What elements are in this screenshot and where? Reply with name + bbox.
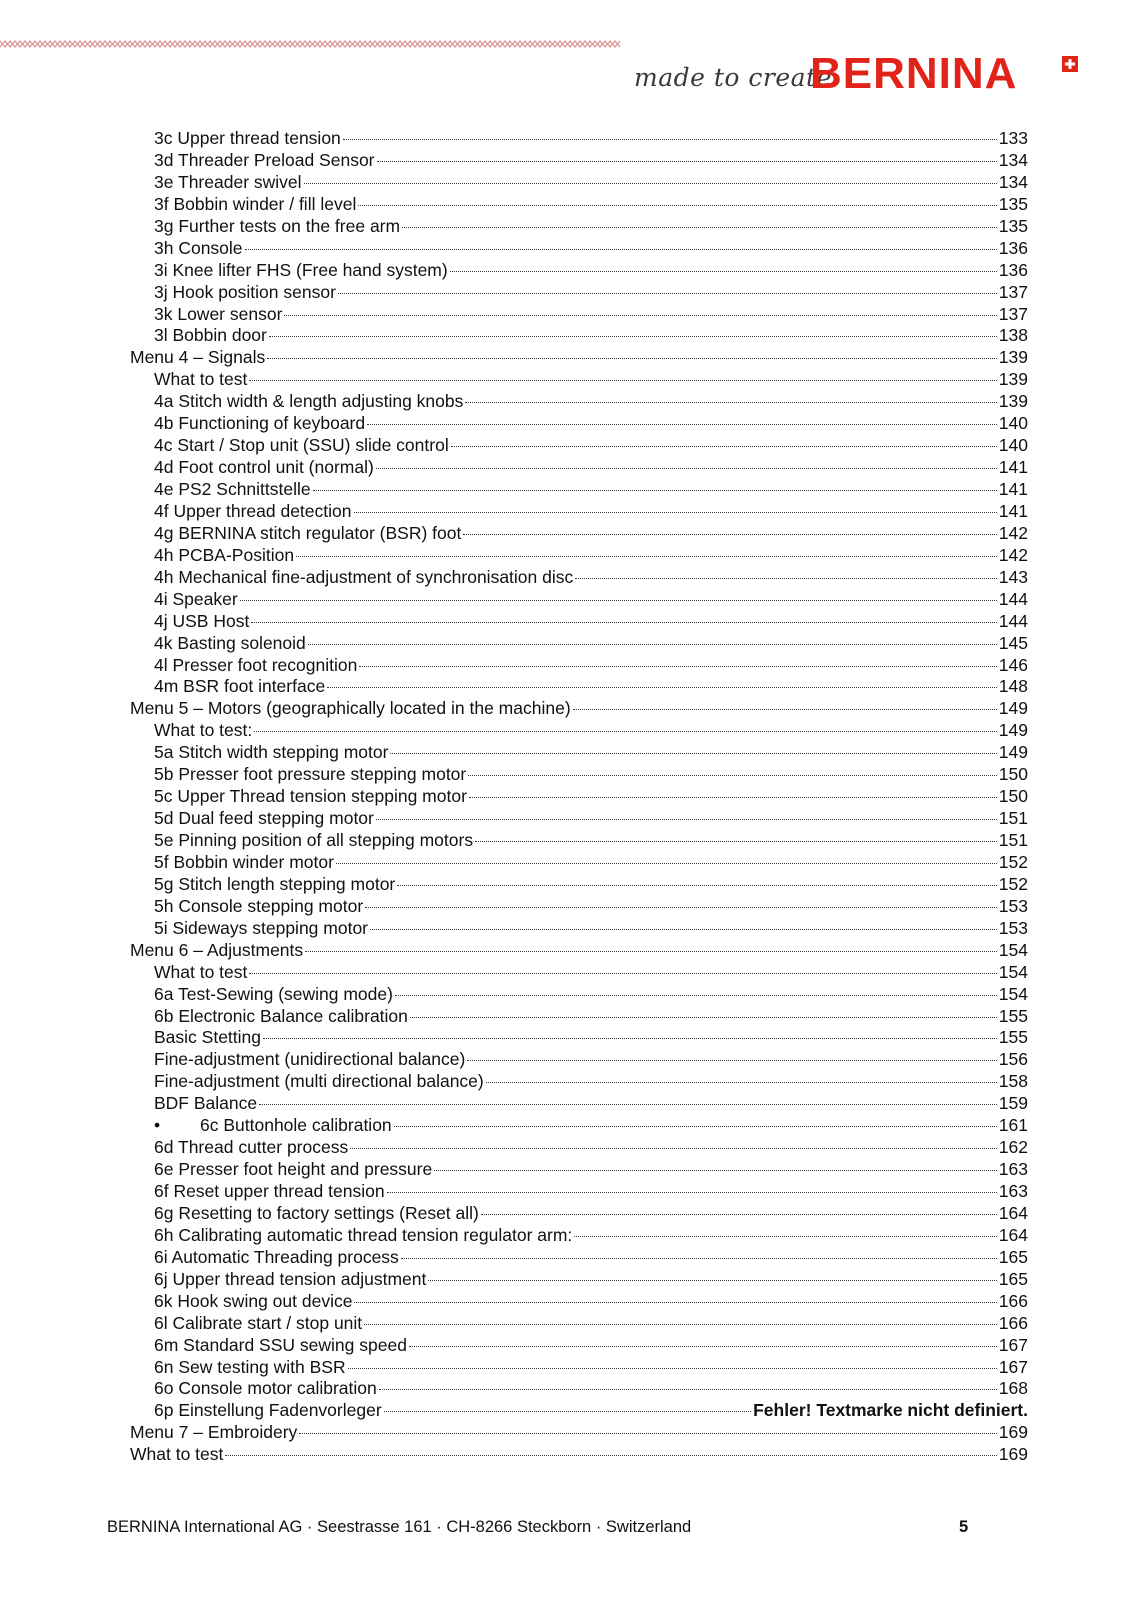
- toc-entry-title: 4k Basting solenoid: [154, 632, 306, 653]
- toc-entry-page: 135: [998, 215, 1028, 236]
- toc-entry-page: 151: [998, 808, 1028, 829]
- toc-entry[interactable]: [130, 1357, 1028, 1379]
- toc-entry-title: 3d Threader Preload Sensor: [154, 149, 375, 170]
- toc-entry-title: 4f Upper thread detection: [154, 500, 352, 521]
- toc-entry[interactable]: [130, 282, 1028, 304]
- toc-entry-title: 3f Bobbin winder / fill level: [154, 193, 357, 214]
- toc-entry-page: 152: [998, 873, 1028, 894]
- dot-leader: [348, 1368, 997, 1369]
- toc-entry-page: 140: [998, 435, 1028, 456]
- toc-entry[interactable]: [130, 1049, 1028, 1071]
- toc-entry-page: 162: [998, 1137, 1028, 1158]
- toc-entry-page: 167: [998, 1356, 1028, 1377]
- toc-entry-page: 149: [998, 742, 1028, 763]
- toc-entry[interactable]: [130, 589, 1028, 611]
- toc-entry-page: 150: [998, 786, 1028, 807]
- toc-entry-page: 136: [998, 259, 1028, 280]
- toc-entry-title: 3h Console: [154, 237, 243, 258]
- dot-leader: [402, 227, 997, 228]
- toc-entry[interactable]: [130, 676, 1028, 698]
- toc-entry-page: 165: [998, 1246, 1028, 1267]
- dot-leader: [263, 1038, 997, 1039]
- dot-leader: [467, 1060, 997, 1061]
- dot-leader: [304, 183, 997, 184]
- toc-entry-title: 3l Bobbin door: [154, 325, 267, 346]
- dot-leader: [394, 1126, 997, 1127]
- toc-entry-title: Menu 4 – Signals: [130, 347, 266, 368]
- toc-entry-page: 153: [998, 917, 1028, 938]
- dot-leader: [249, 380, 996, 381]
- toc-entry[interactable]: [130, 1225, 1028, 1247]
- toc-entry-page: 139: [998, 391, 1028, 412]
- dot-leader: [284, 315, 996, 316]
- brand-tagline: made to create: [634, 63, 832, 92]
- toc-entry-title: Basic Stetting: [154, 1027, 261, 1048]
- dot-leader: [364, 1324, 997, 1325]
- dot-leader: [245, 249, 997, 250]
- toc-entry[interactable]: [130, 216, 1028, 238]
- toc-entry-page: 159: [998, 1093, 1028, 1114]
- toc-entry[interactable]: [130, 698, 1028, 720]
- toc-entry-page: 139: [998, 347, 1028, 368]
- toc-entry-title: 3i Knee lifter FHS (Free hand system): [154, 259, 448, 280]
- toc-entry-page: 145: [998, 632, 1028, 653]
- toc-entry-page: 163: [998, 1159, 1028, 1180]
- toc-entry[interactable]: [130, 742, 1028, 764]
- dot-leader: [428, 1280, 996, 1281]
- dot-leader: [296, 556, 997, 557]
- dot-leader: [573, 709, 997, 710]
- toc-entry-page: 154: [998, 983, 1028, 1004]
- toc-entry-page: 139: [998, 369, 1028, 390]
- toc-entry[interactable]: [130, 786, 1028, 808]
- toc-entry-page: 149: [998, 698, 1028, 719]
- toc-entry[interactable]: [130, 413, 1028, 435]
- dot-leader: [376, 468, 997, 469]
- dot-leader: [254, 731, 997, 732]
- toc-entry-page: 142: [998, 544, 1028, 565]
- toc-entry[interactable]: [130, 1422, 1028, 1444]
- toc-entry-title: 3g Further tests on the free arm: [154, 215, 401, 236]
- toc-entry[interactable]: [130, 1159, 1028, 1181]
- toc-entry-title: 6d Thread cutter process: [154, 1137, 349, 1158]
- toc-entry-title: Fine-adjustment (unidirectional balance): [154, 1049, 466, 1070]
- dot-leader: [327, 687, 997, 688]
- toc-entry-page: 141: [998, 500, 1028, 521]
- toc-entry[interactable]: [130, 1400, 1028, 1422]
- toc-entry-page: 144: [998, 588, 1028, 609]
- dot-leader: [251, 622, 996, 623]
- dot-leader: [450, 271, 997, 272]
- toc-entry[interactable]: [130, 655, 1028, 677]
- toc-entry[interactable]: [130, 1071, 1028, 1093]
- toc-entry-page: 134: [998, 149, 1028, 170]
- toc-entry-title: 5f Bobbin winder motor: [154, 851, 334, 872]
- toc-entry[interactable]: [130, 918, 1028, 940]
- toc-entry[interactable]: [130, 633, 1028, 655]
- toc-entry[interactable]: [130, 194, 1028, 216]
- dot-leader: [401, 1258, 997, 1259]
- toc-entry-title: 6e Presser foot height and pressure: [154, 1159, 433, 1180]
- toc-entry-page: 166: [998, 1290, 1028, 1311]
- toc-entry-page: 155: [998, 1027, 1028, 1048]
- toc-entry-page: 140: [998, 413, 1028, 434]
- dot-leader: [575, 578, 997, 579]
- toc-entry-title: 5h Console stepping motor: [154, 895, 364, 916]
- toc-entry[interactable]: [130, 808, 1028, 830]
- toc-entry-title: 5g Stitch length stepping motor: [154, 873, 396, 894]
- toc-entry[interactable]: [130, 347, 1028, 369]
- dot-leader: [481, 1214, 997, 1215]
- toc-entry[interactable]: [130, 1181, 1028, 1203]
- toc-entry[interactable]: [130, 1006, 1028, 1028]
- toc-entry[interactable]: [130, 567, 1028, 589]
- toc-entry-page: 164: [998, 1224, 1028, 1245]
- dot-leader: [358, 205, 996, 206]
- toc-entry-page: 138: [998, 325, 1028, 346]
- toc-entry-title: Fine-adjustment (multi directional balance): [154, 1071, 484, 1092]
- toc-entry-page: 165: [998, 1268, 1028, 1289]
- toc-entry[interactable]: [130, 1115, 1028, 1137]
- toc-entry[interactable]: [130, 1027, 1028, 1049]
- toc-entry[interactable]: [130, 962, 1028, 984]
- dot-leader: [469, 797, 997, 798]
- toc-entry[interactable]: [130, 874, 1028, 896]
- dot-leader: [267, 358, 997, 359]
- toc-entry[interactable]: [130, 1137, 1028, 1159]
- toc-entry-page: 161: [998, 1115, 1028, 1136]
- toc-entry-title: 3j Hook position sensor: [154, 281, 336, 302]
- dot-leader: [343, 139, 997, 140]
- toc-entry-title: What to test: [130, 1444, 224, 1465]
- toc-entry[interactable]: [130, 150, 1028, 172]
- dot-leader: [336, 863, 997, 864]
- toc-entry[interactable]: [130, 1444, 1028, 1466]
- toc-entry-page: 151: [998, 830, 1028, 850]
- toc-entry-page: 137: [998, 281, 1028, 302]
- toc-entry[interactable]: [130, 325, 1028, 347]
- toc-entry-title: Menu 5 – Motors (geographically located in the machine): [130, 698, 571, 719]
- toc-entry-title: 4h PCBA-Position: [154, 544, 295, 565]
- toc-entry-title: 4e PS2 Schnittstelle: [154, 479, 311, 499]
- toc-entry-page: 154: [998, 961, 1028, 982]
- table-of-contents: [130, 128, 1028, 1466]
- toc-entry-page: Fehler! Textmarke nicht definiert.: [753, 1400, 1028, 1421]
- toc-entry[interactable]: [130, 545, 1028, 567]
- dot-leader: [376, 819, 997, 820]
- toc-entry-page: 154: [998, 939, 1028, 960]
- dot-leader: [409, 1346, 997, 1347]
- toc-entry-title: What to test:: [154, 720, 253, 741]
- toc-entry-title: 6b Electronic Balance calibration: [154, 1005, 408, 1026]
- zigzag-border-decoration: [0, 38, 622, 52]
- toc-entry-page: 155: [998, 1005, 1028, 1026]
- dot-leader: [313, 490, 997, 491]
- toc-entry-title: 5e Pinning position of all stepping motors: [154, 830, 474, 850]
- dot-leader: [475, 841, 997, 842]
- toc-entry-page: 142: [998, 522, 1028, 543]
- dot-leader: [269, 336, 997, 337]
- toc-entry-page: 168: [998, 1378, 1028, 1399]
- page-header: [0, 0, 1132, 110]
- toc-entry-title: Menu 6 – Adjustments: [130, 939, 304, 960]
- toc-entry-page: 169: [998, 1444, 1028, 1465]
- toc-entry-title: 4i Speaker: [154, 588, 238, 609]
- dot-leader: [359, 666, 996, 667]
- toc-entry-title: 5c Upper Thread tension stepping motor: [154, 786, 467, 807]
- toc-entry-title: 6c Buttonhole calibration: [200, 1115, 392, 1136]
- toc-entry[interactable]: [130, 479, 1028, 501]
- toc-entry[interactable]: [130, 1269, 1028, 1291]
- toc-entry-page: 150: [998, 764, 1028, 785]
- swiss-cross-icon: [1062, 56, 1078, 72]
- toc-entry-page: 169: [998, 1422, 1028, 1443]
- dot-leader: [397, 885, 997, 886]
- toc-entry-title: 6p Einstellung Fadenvorleger: [154, 1400, 382, 1421]
- dot-leader: [365, 907, 997, 908]
- dot-leader: [387, 1192, 997, 1193]
- toc-entry-page: 158: [998, 1071, 1028, 1092]
- toc-entry-title: 3k Lower sensor: [154, 303, 283, 324]
- dot-leader: [434, 1170, 997, 1171]
- toc-entry-title: 4m BSR foot interface: [154, 676, 326, 697]
- toc-entry-title: 6h Calibrating automatic thread tension regulator arm:: [154, 1224, 573, 1245]
- toc-entry[interactable]: [130, 260, 1028, 282]
- toc-entry-title: 4a Stitch width & length adjusting knobs: [154, 391, 464, 412]
- toc-entry[interactable]: [130, 128, 1028, 150]
- dot-leader: [410, 1017, 997, 1018]
- toc-entry[interactable]: [130, 940, 1028, 962]
- toc-entry-page: 163: [998, 1181, 1028, 1201]
- dot-leader: [468, 775, 997, 776]
- toc-entry-title: 6k Hook swing out device: [154, 1290, 353, 1311]
- toc-entry-title: 4c Start / Stop unit (SSU) slide control: [154, 435, 449, 456]
- toc-entry-page: 167: [998, 1334, 1028, 1355]
- toc-entry-page: 152: [998, 851, 1028, 872]
- toc-entry-title: 4d Foot control unit (normal): [154, 457, 374, 478]
- dot-leader: [390, 753, 996, 754]
- toc-entry-title: 6n Sew testing with BSR: [154, 1356, 346, 1377]
- dot-leader: [384, 1411, 751, 1412]
- toc-entry-title: 4b Functioning of keyboard: [154, 413, 366, 434]
- toc-entry-title: 6f Reset upper thread tension: [154, 1181, 385, 1201]
- toc-entry-page: 153: [998, 895, 1028, 916]
- toc-entry-page: 156: [998, 1049, 1028, 1070]
- dot-leader: [259, 1104, 997, 1105]
- dot-leader: [338, 293, 997, 294]
- toc-entry-page: 135: [998, 193, 1028, 214]
- dot-leader: [367, 424, 997, 425]
- dot-leader: [377, 161, 997, 162]
- toc-entry-page: 133: [998, 128, 1028, 148]
- footer-address: BERNINA International AG · Seestrasse 161 · CH-8266 Steckborn · Switzerland: [107, 1518, 692, 1536]
- toc-entry[interactable]: [130, 1335, 1028, 1357]
- toc-entry-page: 141: [998, 457, 1028, 478]
- toc-entry[interactable]: [130, 720, 1028, 742]
- toc-entry-title: 6a Test-Sewing (sewing mode): [154, 983, 393, 1004]
- toc-entry-title: Menu 7 – Embroidery: [130, 1422, 298, 1443]
- toc-entry-title: 4l Presser foot recognition: [154, 654, 358, 675]
- toc-entry-title: 5a Stitch width stepping motor: [154, 742, 389, 763]
- toc-entry[interactable]: [130, 172, 1028, 194]
- dot-leader: [305, 951, 997, 952]
- dot-leader: [240, 600, 997, 601]
- toc-entry[interactable]: [130, 896, 1028, 918]
- toc-entry-title: 6j Upper thread tension adjustment: [154, 1268, 427, 1289]
- toc-entry-title: 6i Automatic Threading process: [154, 1246, 399, 1267]
- toc-entry[interactable]: [130, 369, 1028, 391]
- toc-entry[interactable]: [130, 501, 1028, 523]
- toc-entry[interactable]: [130, 304, 1028, 326]
- toc-entry-title: 5i Sideways stepping motor: [154, 917, 368, 938]
- toc-entry-page: 143: [998, 566, 1028, 587]
- toc-entry-page: 141: [998, 479, 1028, 499]
- toc-entry[interactable]: [130, 238, 1028, 260]
- dot-leader: [379, 1389, 997, 1390]
- toc-entry[interactable]: [130, 830, 1028, 852]
- page-number: 5: [959, 1518, 969, 1536]
- toc-entry[interactable]: [130, 1378, 1028, 1400]
- toc-entry-page: 134: [998, 171, 1028, 192]
- toc-entry-title: What to test: [154, 369, 248, 390]
- toc-entry-page: 164: [998, 1202, 1028, 1223]
- toc-entry[interactable]: [130, 1203, 1028, 1225]
- dot-leader: [308, 644, 997, 645]
- toc-entry[interactable]: [130, 1313, 1028, 1335]
- toc-entry-title: 4g BERNINA stitch regulator (BSR) foot: [154, 522, 462, 543]
- toc-entry[interactable]: [130, 1247, 1028, 1269]
- toc-entry-title: 5d Dual feed stepping motor: [154, 808, 374, 829]
- dot-leader: [354, 512, 997, 513]
- dot-leader: [225, 1455, 996, 1456]
- toc-entry[interactable]: [130, 391, 1028, 413]
- toc-entry[interactable]: [130, 1291, 1028, 1313]
- toc-entry-page: 146: [998, 654, 1028, 675]
- dot-leader: [463, 534, 996, 535]
- toc-entry-page: 136: [998, 237, 1028, 258]
- toc-entry[interactable]: [130, 523, 1028, 545]
- toc-entry[interactable]: [130, 984, 1028, 1006]
- toc-entry-title: 6o Console motor calibration: [154, 1378, 377, 1399]
- dot-leader: [395, 995, 997, 996]
- toc-entry-title: 6l Calibrate start / stop unit: [154, 1312, 363, 1333]
- dot-leader: [465, 402, 996, 403]
- toc-entry[interactable]: [130, 1093, 1028, 1115]
- toc-entry[interactable]: [130, 457, 1028, 479]
- toc-entry-title: 3e Threader swivel: [154, 171, 302, 192]
- toc-entry[interactable]: [130, 764, 1028, 786]
- dot-leader: [451, 446, 997, 447]
- toc-entry-title: 6m Standard SSU sewing speed: [154, 1334, 407, 1355]
- toc-entry-title: 3c Upper thread tension: [154, 128, 341, 148]
- dot-leader: [354, 1302, 996, 1303]
- toc-entry-title: 6g Resetting to factory settings (Reset all): [154, 1202, 479, 1223]
- dot-leader: [350, 1148, 997, 1149]
- toc-entry[interactable]: [130, 852, 1028, 874]
- toc-entry-page: 148: [998, 676, 1028, 697]
- dot-leader: [370, 929, 997, 930]
- dot-leader: [486, 1082, 997, 1083]
- toc-entry-title: BDF Balance: [154, 1093, 258, 1114]
- dot-leader: [574, 1236, 997, 1237]
- toc-entry-title: 4j USB Host: [154, 610, 250, 631]
- toc-entry[interactable]: [130, 611, 1028, 633]
- toc-entry-page: 149: [998, 720, 1028, 741]
- toc-entry-page: 137: [998, 303, 1028, 324]
- bullet-icon: •: [154, 1115, 161, 1136]
- toc-entry-title: 5b Presser foot pressure stepping motor: [154, 764, 467, 785]
- toc-entry-page: 166: [998, 1312, 1028, 1333]
- dot-leader: [249, 973, 996, 974]
- bernina-logo: BERNINA: [810, 49, 1018, 98]
- toc-entry[interactable]: [130, 435, 1028, 457]
- toc-entry-title: What to test: [154, 961, 248, 982]
- toc-entry-title: 4h Mechanical fine-adjustment of synchronisation disc: [154, 566, 574, 587]
- dot-leader: [299, 1433, 996, 1434]
- toc-entry-page: 144: [998, 610, 1028, 631]
